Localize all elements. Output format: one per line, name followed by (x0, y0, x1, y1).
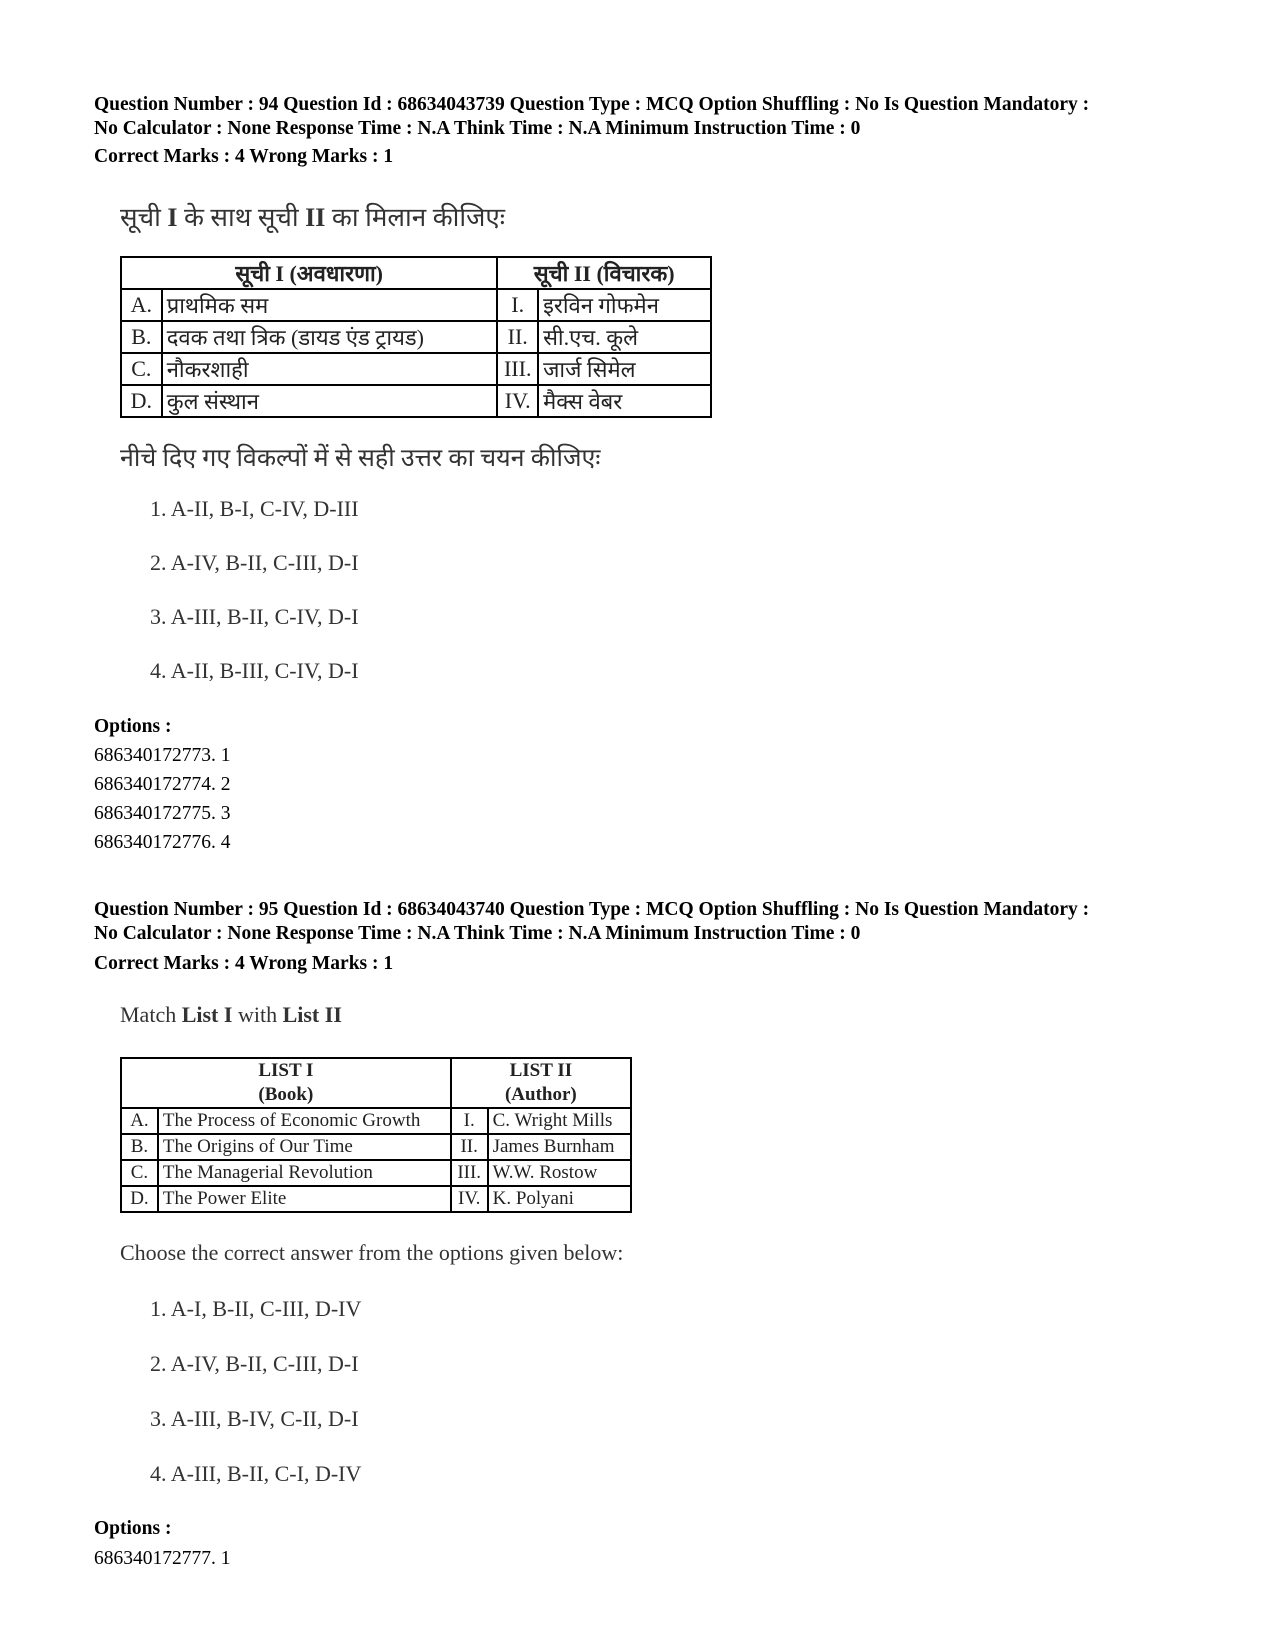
table-row (121, 1186, 631, 1212)
row-num: IV. (451, 1186, 488, 1212)
q95-header-list1 (121, 1058, 451, 1108)
q95-choose-instruction: Choose the correct answer from the options given below: (120, 1240, 624, 1265)
q94-choice-1: 1. A-II, B-I, C-IV, D-III (150, 496, 359, 521)
q94-options-label: Options : (94, 716, 172, 737)
row-key: B. (121, 1134, 158, 1160)
q94-choice-3: 3. A-III, B-II, C-IV, D-I (150, 604, 359, 629)
q95-options-label: Options : (94, 1518, 172, 1539)
row-left: The Process of Economic Growth (158, 1108, 451, 1134)
q95-prompt (120, 1002, 342, 1028)
q94-choice-4: 4. A-II, B-III, C-IV, D-I (150, 658, 359, 683)
q95-marks: Correct Marks : 4 Wrong Marks : 1 (94, 953, 394, 974)
row-left: दवक तथा त्रिक (डायड एंड ट्रायड) (162, 321, 498, 353)
row-key: A. (121, 1108, 158, 1134)
table-row (121, 289, 711, 321)
row-right: इरविन गोफमेन (538, 289, 711, 321)
row-right: मैक्स वेबर (538, 385, 711, 417)
row-key: C. (121, 353, 162, 385)
q94-prompt (120, 198, 505, 234)
row-num: III. (497, 353, 538, 385)
q94-option-2: 686340172774. 2 (94, 774, 231, 795)
table-row (121, 1108, 631, 1134)
q95-header-list2 (451, 1058, 631, 1108)
row-left: The Power Elite (158, 1186, 451, 1212)
row-num: III. (451, 1160, 488, 1186)
row-left: कुल संस्थान (162, 385, 498, 417)
q94-meta-line2: No Calculator : None Response Time : N.A Think Time : N.A Minimum Instruction Time : 0 (94, 118, 861, 139)
q94-option-3: 686340172775. 3 (94, 803, 231, 824)
q94-prompt-post: का मिलान कीजिएः (325, 203, 506, 232)
q94-prompt-pre: सूची (120, 203, 168, 232)
row-key: B. (121, 321, 162, 353)
row-num: I. (451, 1108, 488, 1134)
q94-header-list1: सूची I (अवधारणा) (121, 257, 497, 289)
q95-choice-4: 4. A-III, B-II, C-I, D-IV (150, 1461, 362, 1486)
q95-choice-2: 2. A-IV, B-II, C-III, D-I (150, 1351, 359, 1376)
row-right: जार्ज सिमेल (538, 353, 711, 385)
row-left: The Origins of Our Time (158, 1134, 451, 1160)
q95-header-list1-sub: (Book) (258, 1084, 314, 1105)
q95-prompt-pre: Match (120, 1002, 182, 1027)
q94-option-4: 686340172776. 4 (94, 832, 231, 853)
row-num: I. (497, 289, 538, 321)
row-right: सी.एच. कूले (538, 321, 711, 353)
q95-prompt-list1: List I (181, 1002, 233, 1027)
q94-prompt-list2: II (305, 203, 326, 232)
q94-choose-instruction: नीचे दिए गए विकल्पों में से सही उत्तर का चयन कीजिएः (120, 445, 601, 472)
q95-prompt-list2: List II (282, 1002, 342, 1027)
q95-match-table (120, 1057, 632, 1213)
q95-header-list2-title: LIST II (509, 1060, 573, 1081)
row-right: James Burnham (488, 1134, 631, 1160)
q95-option-1: 686340172777. 1 (94, 1548, 231, 1569)
row-num: II. (451, 1134, 488, 1160)
table-row (121, 353, 711, 385)
row-left: The Managerial Revolution (158, 1160, 451, 1186)
row-left: नौकरशाही (162, 353, 498, 385)
q95-meta-line1: Question Number : 95 Question Id : 68634043740 Question Type : MCQ Option Shuffling : No Is Question Mandatory : (94, 899, 1090, 920)
q94-header-list2: सूची II (विचारक) (497, 257, 711, 289)
q95-header-list2-sub: (Author) (504, 1084, 577, 1105)
q95-meta-line2: No Calculator : None Response Time : N.A Think Time : N.A Minimum Instruction Time : 0 (94, 923, 861, 944)
q95-header-list1-title: LIST I (258, 1060, 314, 1081)
q95-meta (94, 898, 1214, 946)
q94-option-1: 686340172773. 1 (94, 745, 231, 766)
q95-choice-1: 1. A-I, B-II, C-III, D-IV (150, 1296, 362, 1321)
row-key: D. (121, 1186, 158, 1212)
q95-choice-3: 3. A-III, B-IV, C-II, D-I (150, 1406, 359, 1431)
row-key: A. (121, 289, 162, 321)
table-row (121, 1134, 631, 1160)
row-num: II. (497, 321, 538, 353)
q94-choice-2: 2. A-IV, B-II, C-III, D-I (150, 550, 359, 575)
q94-prompt-list1: I (167, 203, 178, 232)
q94-prompt-mid: के साथ सूची (177, 203, 306, 232)
q94-meta-line1: Question Number : 94 Question Id : 68634043739 Question Type : MCQ Option Shuffling : No Is Question Mandatory : (94, 94, 1090, 115)
row-right: K. Polyani (488, 1186, 631, 1212)
table-row (121, 321, 711, 353)
row-right: W.W. Rostow (488, 1160, 631, 1186)
row-right: C. Wright Mills (488, 1108, 631, 1134)
row-num: IV. (497, 385, 538, 417)
row-key: C. (121, 1160, 158, 1186)
row-key: D. (121, 385, 162, 417)
q94-match-table (120, 256, 712, 418)
table-row (121, 1160, 631, 1186)
q95-prompt-mid: with (232, 1002, 283, 1027)
q94-marks: Correct Marks : 4 Wrong Marks : 1 (94, 146, 394, 167)
table-row (121, 385, 711, 417)
row-left: प्राथमिक सम (162, 289, 498, 321)
q94-meta (94, 93, 1214, 141)
